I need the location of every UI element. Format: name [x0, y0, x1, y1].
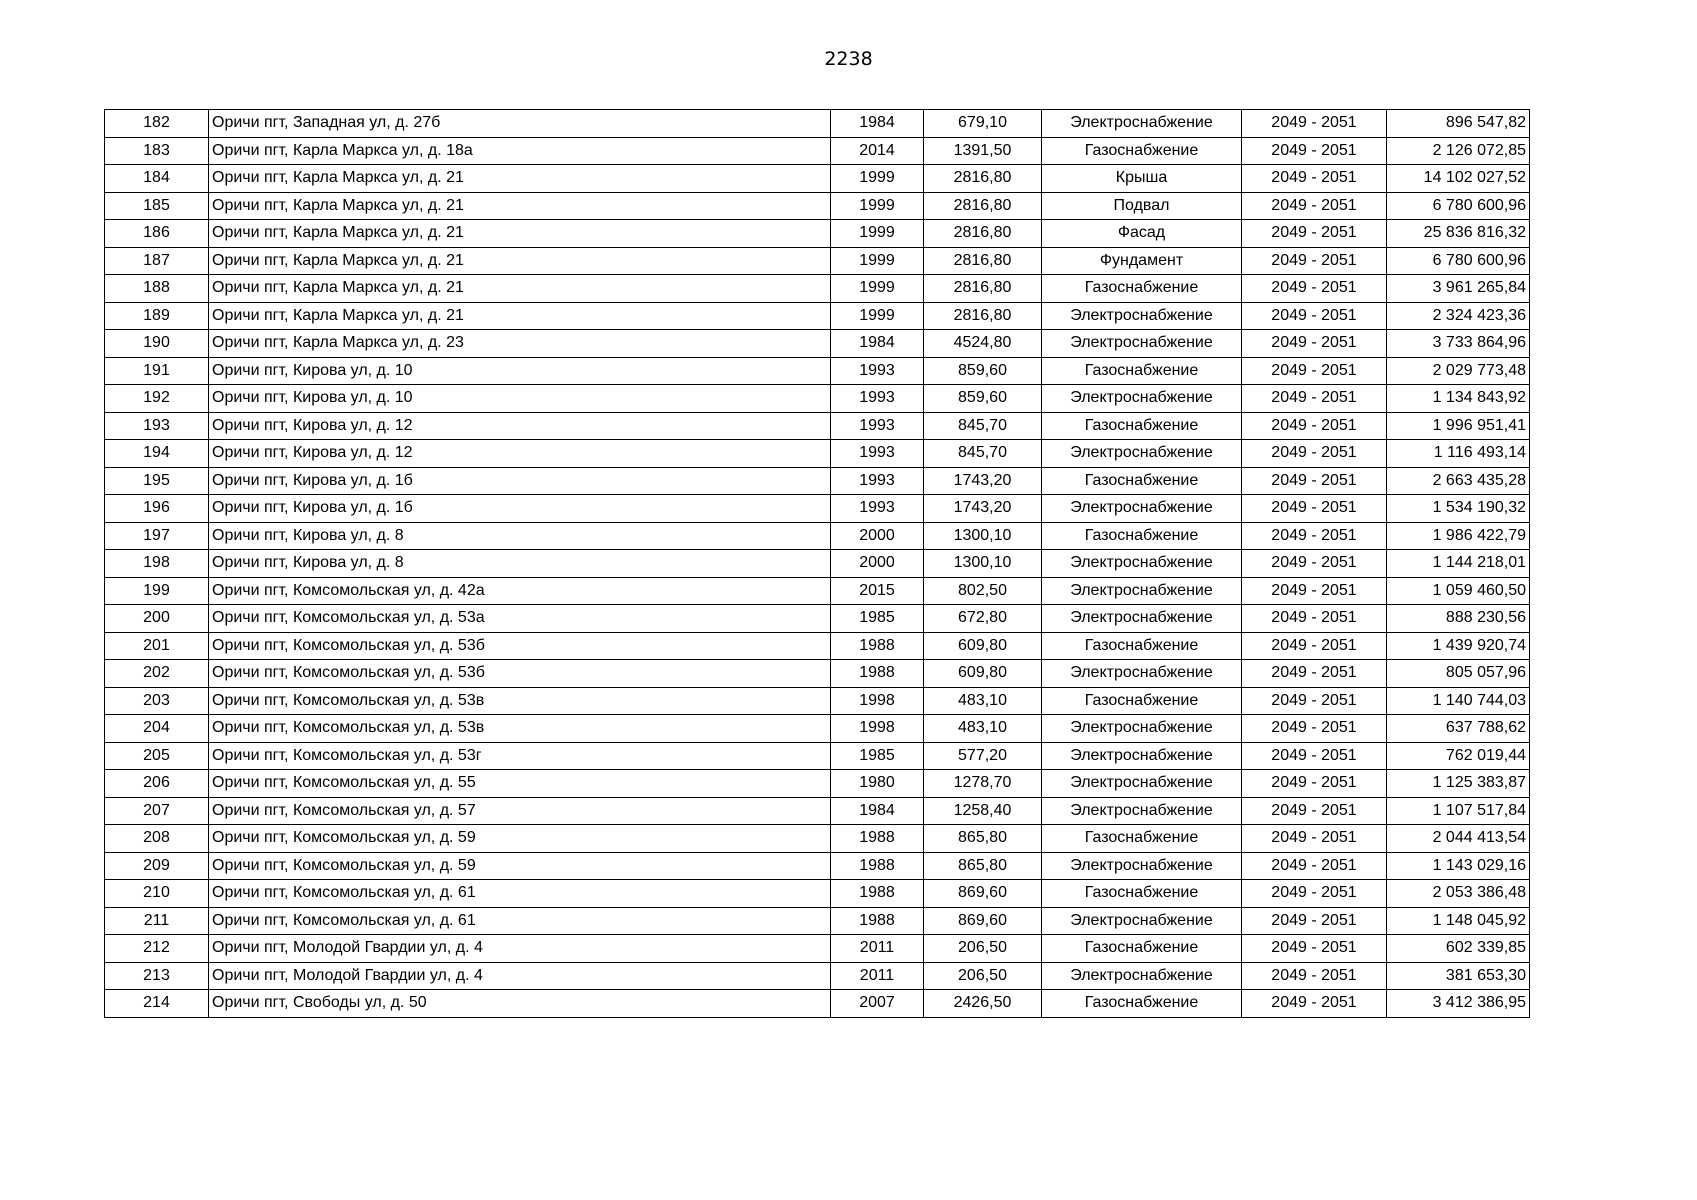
period-cell: 2049 - 2051: [1242, 715, 1387, 743]
address-cell: Оричи пгт, Комсомольская ул, д. 53в: [209, 687, 831, 715]
work-type-cell: Газоснабжение: [1042, 275, 1242, 303]
period-cell: 2049 - 2051: [1242, 742, 1387, 770]
work-type-cell: Электроснабжение: [1042, 907, 1242, 935]
area-cell: 1743,20: [924, 495, 1042, 523]
area-cell: 577,20: [924, 742, 1042, 770]
area-cell: 609,80: [924, 632, 1042, 660]
address-cell: Оричи пгт, Западная ул, д. 27б: [209, 110, 831, 138]
cost-cell: 1 534 190,32: [1387, 495, 1530, 523]
row-number-cell: 202: [105, 660, 209, 688]
row-number-cell: 196: [105, 495, 209, 523]
cost-cell: 6 780 600,96: [1387, 192, 1530, 220]
year-built-cell: 1993: [831, 412, 924, 440]
cost-cell: 2 663 435,28: [1387, 467, 1530, 495]
address-cell: Оричи пгт, Карла Маркса ул, д. 21: [209, 220, 831, 248]
period-cell: 2049 - 2051: [1242, 110, 1387, 138]
work-type-cell: Газоснабжение: [1042, 357, 1242, 385]
area-cell: 1278,70: [924, 770, 1042, 798]
row-number-cell: 187: [105, 247, 209, 275]
address-cell: Оричи пгт, Комсомольская ул, д. 61: [209, 880, 831, 908]
cost-cell: 381 653,30: [1387, 962, 1530, 990]
address-cell: Оричи пгт, Кирова ул, д. 8: [209, 550, 831, 578]
table-row: [105, 797, 1530, 825]
table-row: [105, 577, 1530, 605]
row-number-cell: 210: [105, 880, 209, 908]
year-built-cell: 1988: [831, 660, 924, 688]
row-number-cell: 199: [105, 577, 209, 605]
cost-cell: 1 144 218,01: [1387, 550, 1530, 578]
row-number-cell: 191: [105, 357, 209, 385]
year-built-cell: 1999: [831, 247, 924, 275]
year-built-cell: 1998: [831, 687, 924, 715]
cost-cell: 2 126 072,85: [1387, 137, 1530, 165]
table-row: [105, 550, 1530, 578]
area-cell: 1391,50: [924, 137, 1042, 165]
area-cell: 859,60: [924, 385, 1042, 413]
work-type-cell: Электроснабжение: [1042, 797, 1242, 825]
row-number-cell: 182: [105, 110, 209, 138]
year-built-cell: 1988: [831, 825, 924, 853]
year-built-cell: 1984: [831, 797, 924, 825]
address-cell: Оричи пгт, Карла Маркса ул, д. 21: [209, 302, 831, 330]
period-cell: 2049 - 2051: [1242, 440, 1387, 468]
area-cell: 672,80: [924, 605, 1042, 633]
year-built-cell: 1988: [831, 907, 924, 935]
period-cell: 2049 - 2051: [1242, 577, 1387, 605]
row-number-cell: 183: [105, 137, 209, 165]
address-cell: Оричи пгт, Свободы ул, д. 50: [209, 990, 831, 1018]
work-type-cell: Газоснабжение: [1042, 632, 1242, 660]
year-built-cell: 1993: [831, 495, 924, 523]
period-cell: 2049 - 2051: [1242, 660, 1387, 688]
row-number-cell: 192: [105, 385, 209, 413]
work-type-cell: Электроснабжение: [1042, 715, 1242, 743]
row-number-cell: 208: [105, 825, 209, 853]
table-row: [105, 275, 1530, 303]
area-cell: 1258,40: [924, 797, 1042, 825]
period-cell: 2049 - 2051: [1242, 550, 1387, 578]
period-cell: 2049 - 2051: [1242, 137, 1387, 165]
work-type-cell: Электроснабжение: [1042, 330, 1242, 358]
repair-schedule-table: [104, 109, 1530, 1018]
address-cell: Оричи пгт, Комсомольская ул, д. 57: [209, 797, 831, 825]
row-number-cell: 185: [105, 192, 209, 220]
row-number-cell: 193: [105, 412, 209, 440]
cost-cell: 1 140 744,03: [1387, 687, 1530, 715]
table-row: [105, 715, 1530, 743]
period-cell: 2049 - 2051: [1242, 935, 1387, 963]
work-type-cell: Газоснабжение: [1042, 880, 1242, 908]
table-row: [105, 907, 1530, 935]
work-type-cell: Электроснабжение: [1042, 110, 1242, 138]
work-type-cell: Электроснабжение: [1042, 852, 1242, 880]
address-cell: Оричи пгт, Кирова ул, д. 8: [209, 522, 831, 550]
area-cell: 1300,10: [924, 522, 1042, 550]
address-cell: Оричи пгт, Кирова ул, д. 1б: [209, 467, 831, 495]
year-built-cell: 1993: [831, 440, 924, 468]
period-cell: 2049 - 2051: [1242, 522, 1387, 550]
year-built-cell: 1993: [831, 467, 924, 495]
table-row: [105, 880, 1530, 908]
cost-cell: 6 780 600,96: [1387, 247, 1530, 275]
table-row: [105, 522, 1530, 550]
address-cell: Оричи пгт, Карла Маркса ул, д. 21: [209, 275, 831, 303]
cost-cell: 602 339,85: [1387, 935, 1530, 963]
cost-cell: 637 788,62: [1387, 715, 1530, 743]
year-built-cell: 1985: [831, 742, 924, 770]
year-built-cell: 1984: [831, 110, 924, 138]
period-cell: 2049 - 2051: [1242, 467, 1387, 495]
area-cell: 483,10: [924, 715, 1042, 743]
period-cell: 2049 - 2051: [1242, 632, 1387, 660]
year-built-cell: 1988: [831, 880, 924, 908]
year-built-cell: 1985: [831, 605, 924, 633]
cost-cell: 2 029 773,48: [1387, 357, 1530, 385]
row-number-cell: 186: [105, 220, 209, 248]
period-cell: 2049 - 2051: [1242, 330, 1387, 358]
area-cell: 865,80: [924, 825, 1042, 853]
period-cell: 2049 - 2051: [1242, 247, 1387, 275]
work-type-cell: Газоснабжение: [1042, 137, 1242, 165]
table-row: [105, 247, 1530, 275]
cost-cell: 1 143 029,16: [1387, 852, 1530, 880]
work-type-cell: Крыша: [1042, 165, 1242, 193]
period-cell: 2049 - 2051: [1242, 275, 1387, 303]
period-cell: 2049 - 2051: [1242, 907, 1387, 935]
cost-cell: 1 996 951,41: [1387, 412, 1530, 440]
row-number-cell: 209: [105, 852, 209, 880]
work-type-cell: Электроснабжение: [1042, 550, 1242, 578]
cost-cell: 2 044 413,54: [1387, 825, 1530, 853]
year-built-cell: 2011: [831, 962, 924, 990]
work-type-cell: Газоснабжение: [1042, 412, 1242, 440]
address-cell: Оричи пгт, Карла Маркса ул, д. 21: [209, 247, 831, 275]
cost-cell: 762 019,44: [1387, 742, 1530, 770]
row-number-cell: 197: [105, 522, 209, 550]
year-built-cell: 1999: [831, 220, 924, 248]
area-cell: 1300,10: [924, 550, 1042, 578]
period-cell: 2049 - 2051: [1242, 962, 1387, 990]
table-row: [105, 660, 1530, 688]
period-cell: 2049 - 2051: [1242, 192, 1387, 220]
address-cell: Оричи пгт, Карла Маркса ул, д. 21: [209, 165, 831, 193]
work-type-cell: Газоснабжение: [1042, 467, 1242, 495]
address-cell: Оричи пгт, Комсомольская ул, д. 59: [209, 852, 831, 880]
address-cell: Оричи пгт, Комсомольская ул, д. 42а: [209, 577, 831, 605]
area-cell: 4524,80: [924, 330, 1042, 358]
row-number-cell: 201: [105, 632, 209, 660]
area-cell: 679,10: [924, 110, 1042, 138]
work-type-cell: Фасад: [1042, 220, 1242, 248]
area-cell: 2816,80: [924, 302, 1042, 330]
address-cell: Оричи пгт, Кирова ул, д. 10: [209, 385, 831, 413]
address-cell: Оричи пгт, Комсомольская ул, д. 59: [209, 825, 831, 853]
table-body: [105, 110, 1530, 1018]
address-cell: Оричи пгт, Комсомольская ул, д. 53а: [209, 605, 831, 633]
address-cell: Оричи пгт, Карла Маркса ул, д. 18а: [209, 137, 831, 165]
cost-cell: 1 148 045,92: [1387, 907, 1530, 935]
area-cell: 1743,20: [924, 467, 1042, 495]
row-number-cell: 207: [105, 797, 209, 825]
address-cell: Оричи пгт, Молодой Гвардии ул, д. 4: [209, 935, 831, 963]
row-number-cell: 212: [105, 935, 209, 963]
row-number-cell: 206: [105, 770, 209, 798]
area-cell: 2426,50: [924, 990, 1042, 1018]
table-row: [105, 302, 1530, 330]
period-cell: 2049 - 2051: [1242, 412, 1387, 440]
period-cell: 2049 - 2051: [1242, 825, 1387, 853]
table-row: [105, 962, 1530, 990]
area-cell: 845,70: [924, 440, 1042, 468]
cost-cell: 1 986 422,79: [1387, 522, 1530, 550]
work-type-cell: Электроснабжение: [1042, 962, 1242, 990]
cost-cell: 14 102 027,52: [1387, 165, 1530, 193]
table-row: [105, 192, 1530, 220]
row-number-cell: 195: [105, 467, 209, 495]
cost-cell: 1 125 383,87: [1387, 770, 1530, 798]
table-row: [105, 357, 1530, 385]
row-number-cell: 203: [105, 687, 209, 715]
period-cell: 2049 - 2051: [1242, 605, 1387, 633]
row-number-cell: 200: [105, 605, 209, 633]
row-number-cell: 205: [105, 742, 209, 770]
area-cell: 865,80: [924, 852, 1042, 880]
work-type-cell: Электроснабжение: [1042, 770, 1242, 798]
period-cell: 2049 - 2051: [1242, 797, 1387, 825]
work-type-cell: Газоснабжение: [1042, 825, 1242, 853]
period-cell: 2049 - 2051: [1242, 385, 1387, 413]
row-number-cell: 188: [105, 275, 209, 303]
area-cell: 206,50: [924, 962, 1042, 990]
work-type-cell: Электроснабжение: [1042, 385, 1242, 413]
cost-cell: 25 836 816,32: [1387, 220, 1530, 248]
address-cell: Оричи пгт, Карла Маркса ул, д. 21: [209, 192, 831, 220]
cost-cell: 1 059 460,50: [1387, 577, 1530, 605]
period-cell: 2049 - 2051: [1242, 302, 1387, 330]
work-type-cell: Электроснабжение: [1042, 440, 1242, 468]
area-cell: 2816,80: [924, 165, 1042, 193]
year-built-cell: 1984: [831, 330, 924, 358]
address-cell: Оричи пгт, Кирова ул, д. 12: [209, 412, 831, 440]
table-row: [105, 935, 1530, 963]
period-cell: 2049 - 2051: [1242, 880, 1387, 908]
table-row: [105, 605, 1530, 633]
row-number-cell: 213: [105, 962, 209, 990]
work-type-cell: Электроснабжение: [1042, 742, 1242, 770]
cost-cell: 1 134 843,92: [1387, 385, 1530, 413]
cost-cell: 1 107 517,84: [1387, 797, 1530, 825]
year-built-cell: 1998: [831, 715, 924, 743]
table-row: [105, 770, 1530, 798]
cost-cell: 1 439 920,74: [1387, 632, 1530, 660]
period-cell: 2049 - 2051: [1242, 495, 1387, 523]
work-type-cell: Электроснабжение: [1042, 577, 1242, 605]
address-cell: Оричи пгт, Комсомольская ул, д. 55: [209, 770, 831, 798]
table-row: [105, 632, 1530, 660]
area-cell: 869,60: [924, 880, 1042, 908]
address-cell: Оричи пгт, Карла Маркса ул, д. 23: [209, 330, 831, 358]
area-cell: 802,50: [924, 577, 1042, 605]
year-built-cell: 2000: [831, 550, 924, 578]
address-cell: Оричи пгт, Комсомольская ул, д. 61: [209, 907, 831, 935]
row-number-cell: 190: [105, 330, 209, 358]
address-cell: Оричи пгт, Кирова ул, д. 10: [209, 357, 831, 385]
work-type-cell: Электроснабжение: [1042, 660, 1242, 688]
table-row: [105, 412, 1530, 440]
area-cell: 869,60: [924, 907, 1042, 935]
area-cell: 2816,80: [924, 192, 1042, 220]
year-built-cell: 1980: [831, 770, 924, 798]
cost-cell: 3 733 864,96: [1387, 330, 1530, 358]
period-cell: 2049 - 2051: [1242, 357, 1387, 385]
year-built-cell: 1993: [831, 385, 924, 413]
year-built-cell: 1999: [831, 165, 924, 193]
work-type-cell: Газоснабжение: [1042, 522, 1242, 550]
address-cell: Оричи пгт, Кирова ул, д. 12: [209, 440, 831, 468]
area-cell: 845,70: [924, 412, 1042, 440]
row-number-cell: 214: [105, 990, 209, 1018]
year-built-cell: 2014: [831, 137, 924, 165]
table-row: [105, 852, 1530, 880]
table-row: [105, 990, 1530, 1018]
cost-cell: 3 961 265,84: [1387, 275, 1530, 303]
cost-cell: 2 324 423,36: [1387, 302, 1530, 330]
table-row: [105, 330, 1530, 358]
row-number-cell: 204: [105, 715, 209, 743]
year-built-cell: 1993: [831, 357, 924, 385]
row-number-cell: 211: [105, 907, 209, 935]
work-type-cell: Подвал: [1042, 192, 1242, 220]
period-cell: 2049 - 2051: [1242, 770, 1387, 798]
year-built-cell: 1999: [831, 302, 924, 330]
cost-cell: 2 053 386,48: [1387, 880, 1530, 908]
work-type-cell: Газоснабжение: [1042, 990, 1242, 1018]
cost-cell: 3 412 386,95: [1387, 990, 1530, 1018]
year-built-cell: 1988: [831, 852, 924, 880]
table-row: [105, 742, 1530, 770]
work-type-cell: Фундамент: [1042, 247, 1242, 275]
work-type-cell: Электроснабжение: [1042, 605, 1242, 633]
period-cell: 2049 - 2051: [1242, 990, 1387, 1018]
table-row: [105, 687, 1530, 715]
year-built-cell: 1999: [831, 192, 924, 220]
address-cell: Оричи пгт, Молодой Гвардии ул, д. 4: [209, 962, 831, 990]
work-type-cell: Газоснабжение: [1042, 687, 1242, 715]
area-cell: 206,50: [924, 935, 1042, 963]
page-number: 2238: [824, 48, 873, 70]
row-number-cell: 184: [105, 165, 209, 193]
table-row: [105, 467, 1530, 495]
period-cell: 2049 - 2051: [1242, 220, 1387, 248]
table-row: [105, 137, 1530, 165]
area-cell: 2816,80: [924, 220, 1042, 248]
area-cell: 2816,80: [924, 275, 1042, 303]
address-cell: Оричи пгт, Комсомольская ул, д. 53б: [209, 632, 831, 660]
period-cell: 2049 - 2051: [1242, 852, 1387, 880]
table-row: [105, 440, 1530, 468]
address-cell: Оричи пгт, Комсомольская ул, д. 53б: [209, 660, 831, 688]
table-row: [105, 495, 1530, 523]
address-cell: Оричи пгт, Комсомольская ул, д. 53г: [209, 742, 831, 770]
table-row: [105, 385, 1530, 413]
year-built-cell: 2007: [831, 990, 924, 1018]
row-number-cell: 194: [105, 440, 209, 468]
year-built-cell: 1999: [831, 275, 924, 303]
year-built-cell: 2015: [831, 577, 924, 605]
cost-cell: 896 547,82: [1387, 110, 1530, 138]
period-cell: 2049 - 2051: [1242, 165, 1387, 193]
table-row: [105, 110, 1530, 138]
year-built-cell: 2011: [831, 935, 924, 963]
area-cell: 609,80: [924, 660, 1042, 688]
table-row: [105, 825, 1530, 853]
cost-cell: 888 230,56: [1387, 605, 1530, 633]
table-row: [105, 220, 1530, 248]
year-built-cell: 2000: [831, 522, 924, 550]
address-cell: Оричи пгт, Кирова ул, д. 1б: [209, 495, 831, 523]
work-type-cell: Электроснабжение: [1042, 302, 1242, 330]
row-number-cell: 189: [105, 302, 209, 330]
table-row: [105, 165, 1530, 193]
area-cell: 859,60: [924, 357, 1042, 385]
year-built-cell: 1988: [831, 632, 924, 660]
work-type-cell: Электроснабжение: [1042, 495, 1242, 523]
cost-cell: 1 116 493,14: [1387, 440, 1530, 468]
address-cell: Оричи пгт, Комсомольская ул, д. 53в: [209, 715, 831, 743]
area-cell: 2816,80: [924, 247, 1042, 275]
row-number-cell: 198: [105, 550, 209, 578]
work-type-cell: Газоснабжение: [1042, 935, 1242, 963]
area-cell: 483,10: [924, 687, 1042, 715]
cost-cell: 805 057,96: [1387, 660, 1530, 688]
period-cell: 2049 - 2051: [1242, 687, 1387, 715]
